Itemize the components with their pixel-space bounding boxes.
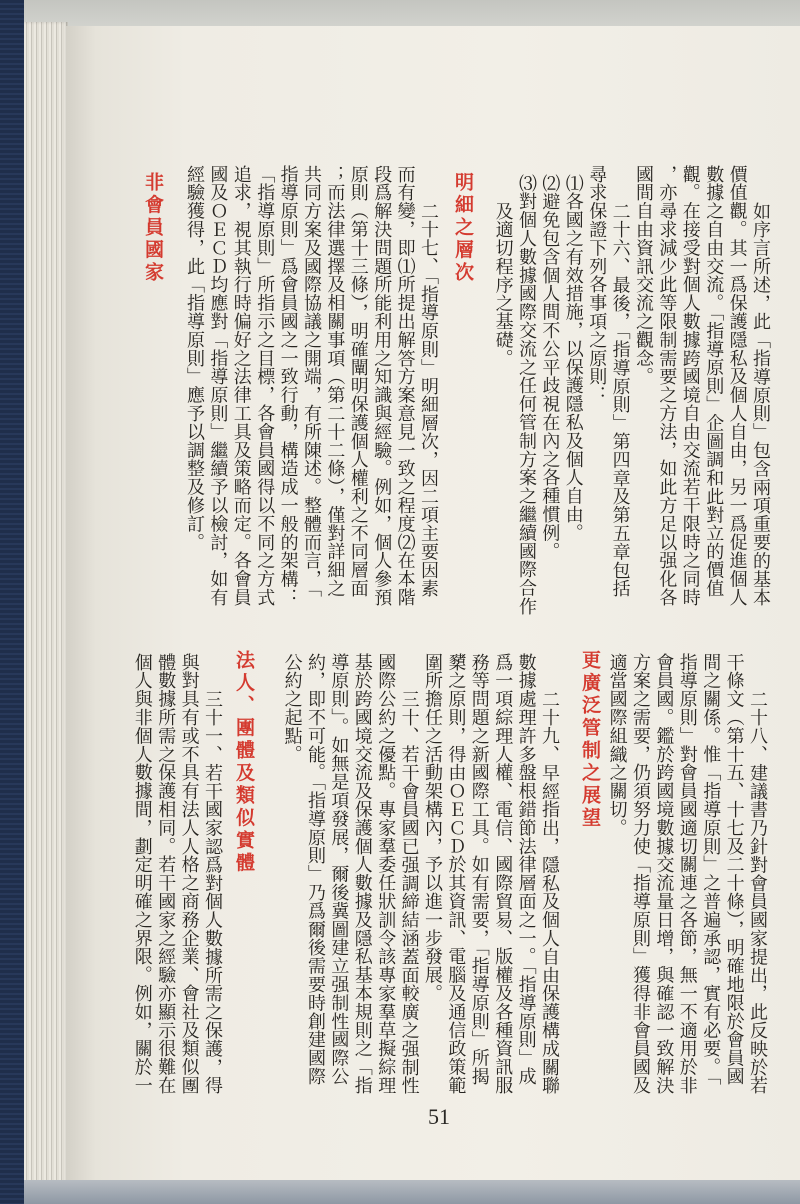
text-column: 共同方案及國際協議之開端，有所陳述。整體而言，「 [301, 165, 322, 598]
text-column: 二十九、早經指出，隱私及個人自由保護構成關聯 [539, 690, 560, 1095]
text-column: 間之關係。惟「指導原則」之普遍承認，實有必要。「 [700, 653, 722, 1086]
text-column: 數據處理許多盤根錯節法律層面之一。「指導原則」成 [515, 653, 537, 1086]
text-column: 觀。在接受對個人數據跨國境自由交流若干限時之同時 [679, 165, 701, 607]
page-number: 51 [428, 1104, 450, 1129]
text-column: 指導原則」爲會員國之一致行動，構造成一般的架構： [277, 165, 299, 607]
text-column: 「指導原則」所指示之目標，各會員國得以不同之方式 [254, 165, 276, 607]
text-column: 適當國際組織之關切。 [606, 653, 628, 837]
text-column: ，亦尋求減少此等限制需要之方法，如此方足以强化各 [656, 165, 678, 607]
text-column: ；而法律選擇及相關事項（第二十二條），僅對詳細之 [324, 165, 346, 598]
text-column: 國際公約之優點。專家羣委任狀訓令該專家羣草擬綜理 [375, 653, 397, 1095]
text-column: 圍所擔任之活動架構內，予以進一步發展。 [422, 653, 443, 1003]
text-column: 二十六、最後，「指導原則」第四章及第五章包括 [609, 202, 631, 598]
text-column: 三十一、若干國家認爲對個人數據所需之保護，得 [202, 690, 223, 1095]
text-column: 經驗獲得，此「指導原則」應予以調整及修訂。 [184, 165, 205, 552]
text-column: 個人與非個人數據間，劃定明確之界限。例如，關於一 [131, 653, 153, 1095]
text-column: 約，即不可能。「指導原則」乃爲爾後需要時創建國際 [305, 653, 326, 1086]
text-column: 二十八、建議書乃針對會員國家提出，此反映於若 [747, 690, 768, 1095]
text-column: 段爲解決問題所能利用之知識與經驗。例如，個人參預 [371, 165, 393, 607]
section-heading: 更廣泛管制之展望 [579, 650, 601, 830]
text-column: 指導原則」對會員國適切關連之各節，無一不適用於非 [676, 653, 698, 1095]
text-column: 與對具有或不具有法人人格之商務企業、會社及類似團 [178, 653, 200, 1095]
list-item: ⑵避免包含個人間不公平歧視在內之各種慣例。 [539, 174, 561, 561]
text-column: 務等問題之新國際工具。如有需要，「指導原則」所揭 [468, 653, 490, 1086]
text-column: 數據之自由交流。「指導原則」企圖調和此對立的價值 [703, 165, 725, 598]
text-column: 如序言所述，此「指導原則」包含兩項重要的基本 [750, 202, 771, 607]
section-heading: 法人、團體及類似實體 [233, 650, 255, 875]
text-column: 櫫之原則，得由ＯＥＣＤ於其資訊、電腦及通信政策範 [445, 653, 467, 1095]
list-item-continuation: 及適切程序之基礎。 [492, 202, 514, 368]
text-column: 爲一項綜理人權、電信、國際貿易、版權及各種資訊服 [492, 653, 514, 1095]
text-column: 三十、若干會員國已强調締結涵蓋面較廣之强制性 [398, 690, 420, 1095]
text-column: 基於跨國境交流及保護個人數據及隱私基本規則之「指 [351, 653, 373, 1095]
text-column: 國間自由資訊交流之觀念。 [633, 165, 654, 386]
text-column: 國及ＯＥＣＤ均應對「指導原則」繼續予以檢討，如有 [207, 165, 229, 607]
text-column: 尋求保證下列各事項之原則： [586, 165, 608, 405]
list-item: ⑴各國之有效措施，以保護隱私及個人自由。 [562, 174, 584, 542]
section-heading: 非會員國家 [142, 172, 164, 285]
section-heading: 明細之層次 [452, 172, 474, 285]
text-column: 干條文（第十五、十七及二十條），明確地限於會員國 [723, 653, 745, 1086]
text-column: 二十七、「指導原則」明細層次，因二項主要因素 [418, 202, 439, 598]
text-column: 原則（第十三條），明確闡明保護個人權利之不同層面 [347, 165, 369, 598]
text-column: 體數據所需之保護相同。若干國家之經驗亦顯示很難在 [155, 653, 177, 1095]
text-column: 而有變，即⑴所提出解答方案意見一致之程度⑵在本階 [394, 165, 416, 607]
text-column: 方案之需要，仍須努力使「指導原則」獲得非會員國及 [630, 653, 651, 1095]
text-column: 導原則」。如無是項發展，爾後冀圖建立强制性國際公 [328, 653, 350, 1086]
text-column: 追求，視其執行時偏好之法律工具及策略而定。各會員 [230, 165, 252, 607]
text-column: 價值觀。其一爲保護隱私及個人自由，另一爲促進個人 [726, 165, 748, 607]
list-item: ⑶對個人數據國際交流之任何管制方案之繼續國際合作 [516, 174, 537, 616]
text-column: 公約之起點。 [281, 653, 303, 764]
text-column: 會員國。鑑於跨國境數據交流量日增，與確認一致解決 [653, 653, 675, 1095]
